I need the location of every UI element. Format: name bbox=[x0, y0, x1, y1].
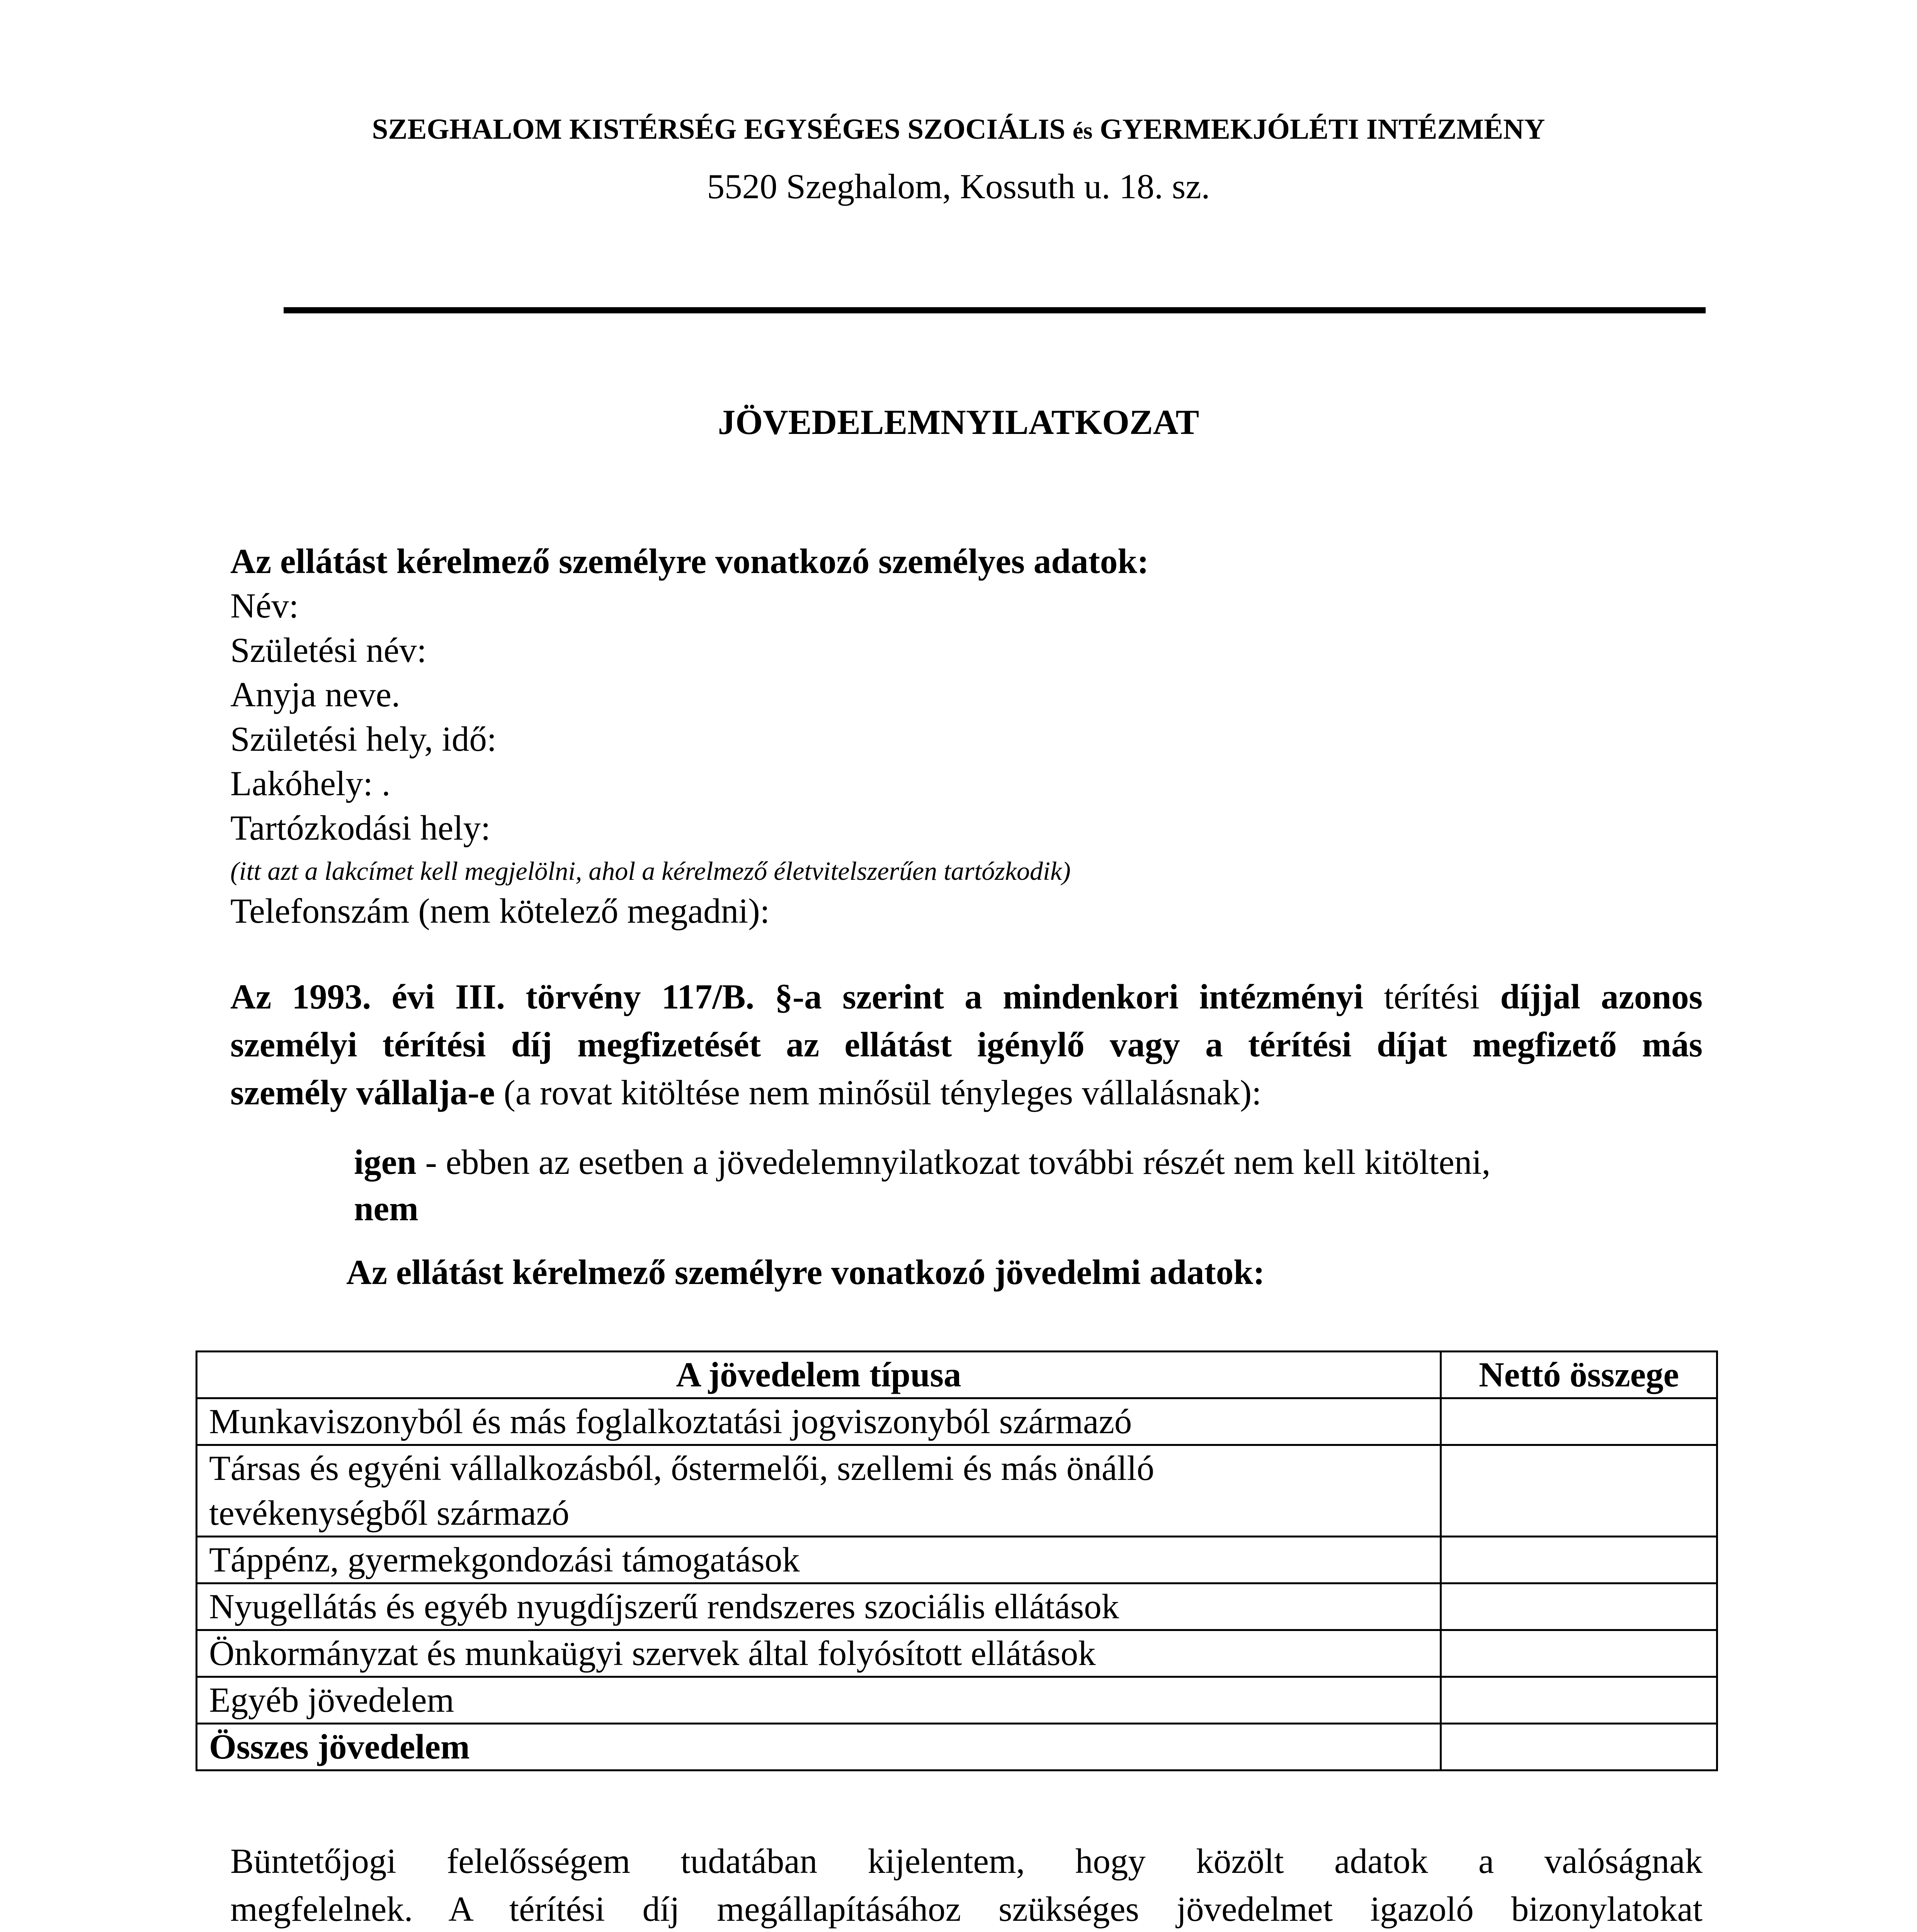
total-income-label: Összes jövedelem bbox=[197, 1724, 1441, 1770]
institution-name-part1: SZEGHALOM KISTÉRSÉG EGYSÉGES SZOCIÁLIS bbox=[372, 113, 1073, 145]
law-line-3: személy vállalja-e (a rovat kitöltése nem minősül tényleges vállalásnak): bbox=[230, 1073, 1262, 1112]
income-type-cell: Önkormányzat és munkaügyi szervek által folyósított ellátások bbox=[197, 1630, 1441, 1677]
income-table-header bbox=[197, 1352, 1717, 1398]
law-paragraph bbox=[230, 973, 1703, 1117]
table-row bbox=[197, 1537, 1717, 1583]
field-name[interactable]: Név: bbox=[230, 586, 299, 625]
institution-name-part2: GYERMEKJÓLÉTI INTÉZMÉNY bbox=[1092, 113, 1545, 145]
col-net-amount: Nettó összege bbox=[1441, 1352, 1717, 1398]
income-type-cell: Egyéb jövedelem bbox=[197, 1677, 1441, 1724]
institution-name bbox=[0, 113, 1917, 146]
field-mother-name[interactable]: Anyja neve. bbox=[230, 675, 400, 714]
field-residence[interactable]: Lakóhely: . bbox=[230, 764, 391, 803]
option-no[interactable]: nem bbox=[354, 1189, 418, 1228]
net-amount-cell[interactable] bbox=[1441, 1398, 1717, 1445]
table-row bbox=[197, 1583, 1717, 1630]
table-row bbox=[197, 1445, 1717, 1537]
col-income-type: A jövedelem típusa bbox=[197, 1352, 1441, 1398]
option-yes[interactable] bbox=[354, 1142, 1490, 1182]
law-line-2: személyi térítési díj megfizetését az ellátást igénylő vagy a térítési díjat megfizető más bbox=[230, 1025, 1703, 1064]
declaration-line-2: megfelelnek. A térítési díj megállapításához szükséges jövedelmet igazoló bizonylatokat bbox=[230, 1889, 1703, 1929]
net-amount-cell[interactable] bbox=[1441, 1583, 1717, 1630]
field-birth-name[interactable]: Születési név: bbox=[230, 631, 427, 670]
institution-name-conjunction: és bbox=[1072, 118, 1093, 144]
table-row bbox=[197, 1398, 1717, 1445]
income-heading: Az ellátást kérelmező személyre vonatkozó jövedelmi adatok: bbox=[346, 1253, 1265, 1292]
income-type-cell: Társas és egyéni vállalkozásból, őstermelői, szellemi és más önálló tevékenységből származó bbox=[197, 1445, 1441, 1537]
institution-address: 5520 Szeghalom, Kossuth u. 18. sz. bbox=[707, 167, 1210, 206]
field-birth-place-date[interactable]: Születési hely, idő: bbox=[230, 719, 497, 759]
stay-address-note: (itt azt a lakcímet kell megjelölni, ahol a kérelmező életvitelszerűen tartózkodik) bbox=[230, 856, 1071, 886]
declaration-line-1: Büntetőjogi felelősségem tudatában kijelentem, hogy közölt adatok a valóságnak bbox=[230, 1842, 1703, 1881]
field-phone[interactable]: Telefonszám (nem kötelező megadni): bbox=[230, 891, 770, 930]
field-stay-address[interactable]: Tartózkodási hely: bbox=[230, 808, 491, 847]
header-divider bbox=[284, 307, 1706, 313]
income-type-cell: Munkaviszonyból és más foglalkoztatási jogviszonyból származó bbox=[197, 1398, 1441, 1445]
table-row bbox=[197, 1677, 1717, 1724]
option-yes-text: - ebben az esetben a jövedelemnyilatkozat további részét nem kell kitölteni, bbox=[416, 1143, 1491, 1182]
net-amount-cell[interactable] bbox=[1441, 1677, 1717, 1724]
table-total-row bbox=[197, 1724, 1717, 1770]
total-income-amount[interactable] bbox=[1441, 1724, 1717, 1770]
personal-data-heading: Az ellátást kérelmező személyre vonatkozó személyes adatok: bbox=[230, 542, 1149, 581]
document-title: JÖVEDELEMNYILATKOZAT bbox=[718, 403, 1199, 442]
net-amount-cell[interactable] bbox=[1441, 1630, 1717, 1677]
income-type-cell: Nyugellátás és egyéb nyugdíjszerű rendszeres szociális ellátások bbox=[197, 1583, 1441, 1630]
option-yes-label: igen bbox=[354, 1143, 417, 1182]
income-type-cell: Táppénz, gyermekgondozási támogatások bbox=[197, 1537, 1441, 1583]
law-line-1: Az 1993. évi III. törvény 117/B. §-a szerint a mindenkori intézményi térítési díjjal azonos bbox=[230, 977, 1703, 1016]
net-amount-cell[interactable] bbox=[1441, 1445, 1717, 1537]
declaration-paragraph bbox=[230, 1837, 1703, 1932]
income-table bbox=[196, 1350, 1718, 1771]
net-amount-cell[interactable] bbox=[1441, 1537, 1717, 1583]
table-row bbox=[197, 1630, 1717, 1677]
